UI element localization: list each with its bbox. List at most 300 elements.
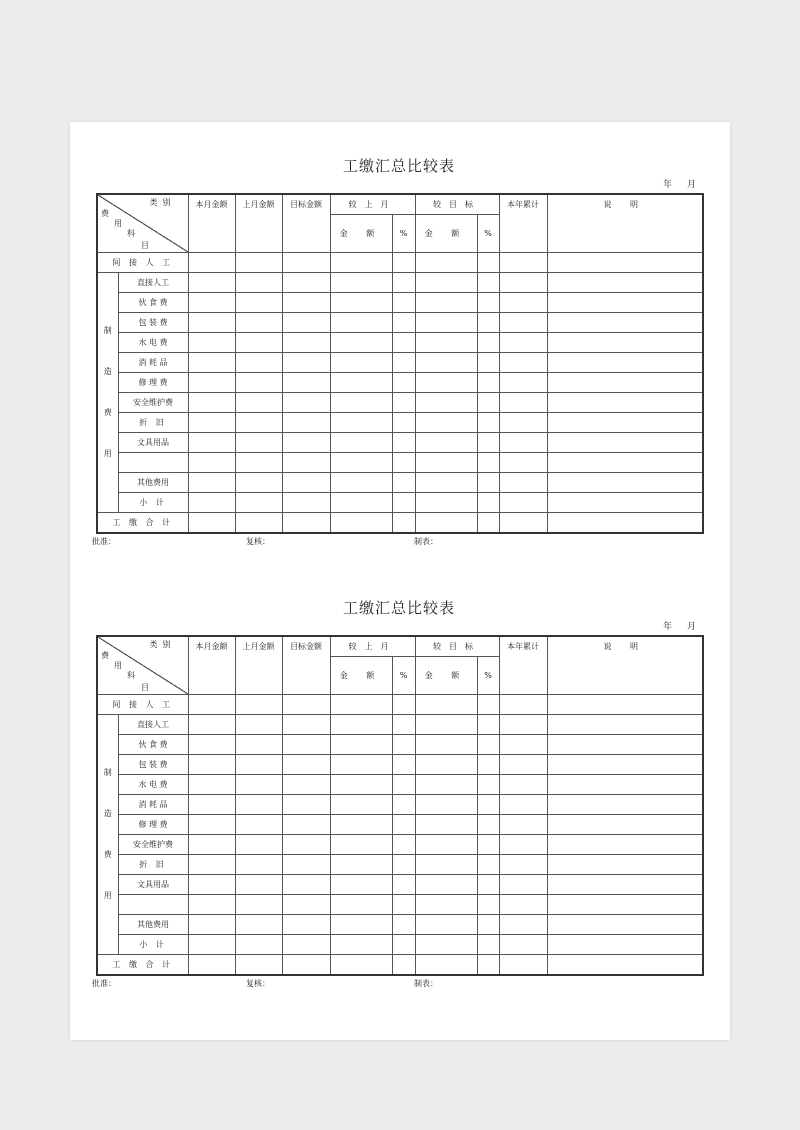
table-cell bbox=[547, 493, 703, 513]
table-cell bbox=[499, 715, 547, 735]
table-row bbox=[97, 273, 703, 293]
table-cell bbox=[188, 493, 235, 513]
comparison-table bbox=[96, 193, 704, 534]
table-row bbox=[97, 493, 703, 513]
table-cell bbox=[330, 253, 392, 273]
subheader-percent: % bbox=[477, 215, 499, 253]
table-cell bbox=[392, 815, 415, 835]
table-cell bbox=[235, 273, 282, 293]
table-cell bbox=[415, 373, 477, 393]
header-target: 目标金额 bbox=[282, 194, 330, 253]
table-cell bbox=[188, 735, 235, 755]
table-cell bbox=[235, 373, 282, 393]
table-cell bbox=[499, 895, 547, 915]
table-cell bbox=[499, 253, 547, 273]
table-cell bbox=[330, 313, 392, 333]
review-label: 复核： bbox=[246, 979, 270, 988]
subheader-amount: 金 额 bbox=[415, 657, 477, 695]
table-cell bbox=[282, 875, 330, 895]
table-cell bbox=[392, 413, 415, 433]
table-cell bbox=[415, 915, 477, 935]
subheader-percent: % bbox=[477, 657, 499, 695]
table-cell bbox=[547, 293, 703, 313]
table-cell bbox=[415, 313, 477, 333]
table-cell bbox=[415, 855, 477, 875]
table-cell bbox=[235, 333, 282, 353]
row-label: 直接人工 bbox=[118, 715, 188, 735]
row-label: 文具用品 bbox=[118, 875, 188, 895]
table-cell bbox=[547, 393, 703, 413]
row-label: 折 旧 bbox=[118, 413, 188, 433]
table-cell bbox=[415, 393, 477, 413]
table-cell bbox=[477, 855, 499, 875]
table-cell bbox=[392, 955, 415, 976]
subheader-percent: % bbox=[392, 215, 415, 253]
table-cell bbox=[282, 775, 330, 795]
table-cell bbox=[547, 955, 703, 976]
table-cell bbox=[477, 273, 499, 293]
row-label: 包 装 费 bbox=[118, 313, 188, 333]
table-cell bbox=[188, 253, 235, 273]
row-label-blank bbox=[118, 895, 188, 915]
header-this-month: 本月金额 bbox=[188, 636, 235, 695]
table-cell bbox=[392, 855, 415, 875]
table-cell bbox=[282, 835, 330, 855]
row-label: 包 装 费 bbox=[118, 755, 188, 775]
table-cell bbox=[392, 915, 415, 935]
table-cell bbox=[330, 915, 392, 935]
table-cell bbox=[477, 333, 499, 353]
table-cell bbox=[235, 313, 282, 333]
table-cell bbox=[330, 393, 392, 413]
table-cell bbox=[235, 433, 282, 453]
table-cell bbox=[330, 715, 392, 735]
table-cell bbox=[392, 935, 415, 955]
table-cell bbox=[392, 715, 415, 735]
table-cell bbox=[235, 895, 282, 915]
table-cell bbox=[282, 493, 330, 513]
table-cell bbox=[330, 333, 392, 353]
table-cell bbox=[547, 815, 703, 835]
table-cell bbox=[235, 815, 282, 835]
row-label-indirect-labor: 间 接 人 工 bbox=[97, 695, 188, 715]
table-cell bbox=[282, 815, 330, 835]
table-cell bbox=[282, 473, 330, 493]
table-cell bbox=[188, 715, 235, 735]
table-cell bbox=[547, 273, 703, 293]
table-cell bbox=[499, 795, 547, 815]
table-cell bbox=[235, 253, 282, 273]
table-cell bbox=[547, 473, 703, 493]
row-label: 文具用品 bbox=[118, 433, 188, 453]
table-cell bbox=[477, 915, 499, 935]
table-cell bbox=[392, 835, 415, 855]
table-cell bbox=[499, 935, 547, 955]
header-ytd: 本年累计 bbox=[499, 194, 547, 253]
table-cell bbox=[282, 935, 330, 955]
subheader-amount: 金 额 bbox=[330, 215, 392, 253]
header-ytd: 本年累计 bbox=[499, 636, 547, 695]
item-char: 用 bbox=[114, 661, 122, 670]
row-label: 其他费用 bbox=[118, 473, 188, 493]
header-notes: 说 明 bbox=[547, 636, 703, 695]
table-cell bbox=[188, 895, 235, 915]
table-cell bbox=[282, 915, 330, 935]
table-cell bbox=[330, 373, 392, 393]
header-vs-target: 较目标 bbox=[415, 194, 499, 215]
summary-form-2 bbox=[92, 597, 702, 992]
table-row bbox=[97, 915, 703, 935]
table-cell bbox=[547, 373, 703, 393]
table-cell bbox=[235, 715, 282, 735]
table-cell bbox=[188, 815, 235, 835]
table-cell bbox=[477, 453, 499, 473]
table-cell bbox=[499, 293, 547, 313]
table-cell bbox=[235, 855, 282, 875]
table-cell bbox=[392, 735, 415, 755]
table-cell bbox=[282, 895, 330, 915]
table-cell bbox=[392, 353, 415, 373]
table-cell bbox=[477, 775, 499, 795]
document-page bbox=[70, 122, 730, 1040]
row-label: 其他费用 bbox=[118, 915, 188, 935]
group-label-manufacturing bbox=[97, 273, 118, 513]
group-label-char: 造 bbox=[103, 809, 112, 818]
table-cell bbox=[499, 273, 547, 293]
table-cell bbox=[188, 513, 235, 534]
table-cell bbox=[188, 293, 235, 313]
table-cell bbox=[415, 875, 477, 895]
table-cell bbox=[282, 735, 330, 755]
table-cell bbox=[392, 433, 415, 453]
table-cell bbox=[547, 755, 703, 775]
table-cell bbox=[477, 735, 499, 755]
table-row bbox=[97, 413, 703, 433]
table-cell bbox=[499, 513, 547, 534]
table-cell bbox=[235, 735, 282, 755]
table-cell bbox=[415, 453, 477, 473]
table-cell bbox=[330, 695, 392, 715]
table-cell bbox=[499, 453, 547, 473]
header-last-month: 上月金额 bbox=[235, 636, 282, 695]
table-cell bbox=[282, 513, 330, 534]
item-char: 科 bbox=[127, 229, 135, 238]
table-cell bbox=[477, 373, 499, 393]
table-row bbox=[97, 333, 703, 353]
table-cell bbox=[188, 695, 235, 715]
table-cell bbox=[477, 955, 499, 976]
table-row bbox=[97, 433, 703, 453]
table-cell bbox=[547, 915, 703, 935]
table-cell bbox=[415, 755, 477, 775]
table-cell bbox=[330, 413, 392, 433]
table-cell bbox=[330, 493, 392, 513]
table-cell bbox=[188, 915, 235, 935]
table-cell bbox=[282, 715, 330, 735]
table-cell bbox=[477, 715, 499, 735]
table-cell bbox=[499, 815, 547, 835]
row-label-total: 工 缴 合 计 bbox=[97, 513, 188, 534]
table-cell bbox=[282, 273, 330, 293]
item-char: 费 bbox=[101, 209, 109, 218]
table-cell bbox=[415, 795, 477, 815]
signature-line bbox=[92, 976, 702, 992]
table-cell bbox=[282, 253, 330, 273]
table-cell bbox=[547, 413, 703, 433]
table-cell bbox=[188, 755, 235, 775]
row-label-subtotal: 小 计 bbox=[118, 493, 188, 513]
table-cell bbox=[392, 273, 415, 293]
table-cell bbox=[477, 895, 499, 915]
corner-header-cell bbox=[97, 636, 188, 695]
group-label-char: 用 bbox=[103, 449, 112, 458]
row-label: 伙 食 费 bbox=[118, 293, 188, 313]
table-cell bbox=[415, 935, 477, 955]
table-cell bbox=[499, 433, 547, 453]
table-cell bbox=[477, 413, 499, 433]
table-cell bbox=[188, 453, 235, 473]
row-label: 伙 食 费 bbox=[118, 735, 188, 755]
table-cell bbox=[499, 875, 547, 895]
table-cell bbox=[415, 413, 477, 433]
table-cell bbox=[392, 513, 415, 534]
table-cell bbox=[547, 775, 703, 795]
table-row bbox=[97, 895, 703, 915]
header-vs-target: 较目标 bbox=[415, 636, 499, 657]
header-vs-last-month: 较上月 bbox=[330, 636, 415, 657]
table-cell bbox=[282, 755, 330, 775]
table-cell bbox=[330, 875, 392, 895]
table-cell bbox=[392, 373, 415, 393]
table-cell bbox=[547, 855, 703, 875]
table-cell bbox=[392, 875, 415, 895]
table-cell bbox=[547, 333, 703, 353]
table-cell bbox=[330, 453, 392, 473]
table-cell bbox=[188, 413, 235, 433]
table-cell bbox=[547, 353, 703, 373]
row-label-subtotal: 小 计 bbox=[118, 935, 188, 955]
table-cell bbox=[235, 955, 282, 976]
table-cell bbox=[330, 513, 392, 534]
item-char: 用 bbox=[114, 219, 122, 228]
table-cell bbox=[188, 273, 235, 293]
table-cell bbox=[188, 313, 235, 333]
header-this-month: 本月金额 bbox=[188, 194, 235, 253]
table-cell bbox=[477, 253, 499, 273]
table-cell bbox=[235, 875, 282, 895]
subheader-amount: 金 额 bbox=[415, 215, 477, 253]
date-label: 年 月 bbox=[663, 622, 696, 632]
table-cell bbox=[415, 815, 477, 835]
table-cell bbox=[499, 373, 547, 393]
table-cell bbox=[477, 353, 499, 373]
table-cell bbox=[235, 695, 282, 715]
table-cell bbox=[415, 775, 477, 795]
table-cell bbox=[392, 493, 415, 513]
approve-label: 批准： bbox=[92, 537, 116, 546]
table-cell bbox=[415, 735, 477, 755]
summary-form-1 bbox=[92, 155, 702, 550]
table-row bbox=[97, 473, 703, 493]
table-cell bbox=[477, 293, 499, 313]
table-cell bbox=[477, 835, 499, 855]
table-cell bbox=[235, 453, 282, 473]
table-cell bbox=[282, 373, 330, 393]
table-cell bbox=[330, 735, 392, 755]
table-cell bbox=[415, 353, 477, 373]
table-cell bbox=[282, 413, 330, 433]
row-label-total: 工 缴 合 计 bbox=[97, 955, 188, 976]
table-cell bbox=[477, 313, 499, 333]
row-label-indirect-labor: 间 接 人 工 bbox=[97, 253, 188, 273]
item-char: 目 bbox=[141, 683, 149, 692]
table-cell bbox=[477, 935, 499, 955]
table-cell bbox=[547, 313, 703, 333]
table-row bbox=[97, 835, 703, 855]
table-cell bbox=[499, 393, 547, 413]
approve-label: 批准： bbox=[92, 979, 116, 988]
table-cell bbox=[188, 855, 235, 875]
table-cell bbox=[392, 895, 415, 915]
table-cell bbox=[392, 253, 415, 273]
table-cell bbox=[499, 353, 547, 373]
table-cell bbox=[477, 393, 499, 413]
table-row bbox=[97, 955, 703, 976]
header-vs-last-month: 较上月 bbox=[330, 194, 415, 215]
table-cell bbox=[282, 695, 330, 715]
table-cell bbox=[330, 775, 392, 795]
table-cell bbox=[547, 695, 703, 715]
table-row bbox=[97, 735, 703, 755]
table-cell bbox=[235, 915, 282, 935]
table-cell bbox=[547, 875, 703, 895]
table-cell bbox=[282, 293, 330, 313]
table-cell bbox=[330, 895, 392, 915]
table-row bbox=[97, 353, 703, 373]
table-cell bbox=[392, 333, 415, 353]
table-cell bbox=[282, 955, 330, 976]
table-cell bbox=[499, 955, 547, 976]
table-cell bbox=[188, 373, 235, 393]
table-cell bbox=[330, 353, 392, 373]
table-row bbox=[97, 775, 703, 795]
group-label-char: 用 bbox=[103, 891, 112, 900]
table-cell bbox=[235, 353, 282, 373]
table-row bbox=[97, 373, 703, 393]
table-cell bbox=[547, 513, 703, 534]
table-row bbox=[97, 795, 703, 815]
category-label: 类别 bbox=[149, 640, 176, 649]
row-label: 直接人工 bbox=[118, 273, 188, 293]
table-cell bbox=[235, 473, 282, 493]
table-cell bbox=[415, 955, 477, 976]
table-cell bbox=[415, 493, 477, 513]
table-row bbox=[97, 513, 703, 534]
table-cell bbox=[547, 253, 703, 273]
table-cell bbox=[499, 835, 547, 855]
table-cell bbox=[392, 473, 415, 493]
table-cell bbox=[392, 313, 415, 333]
table-cell bbox=[235, 513, 282, 534]
table-cell bbox=[499, 735, 547, 755]
table-cell bbox=[188, 955, 235, 976]
review-label: 复核： bbox=[246, 537, 270, 546]
row-label-blank bbox=[118, 453, 188, 473]
table-cell bbox=[499, 915, 547, 935]
table-cell bbox=[477, 493, 499, 513]
table-cell bbox=[282, 313, 330, 333]
table-cell bbox=[188, 835, 235, 855]
table-row bbox=[97, 935, 703, 955]
prepare-label: 制表： bbox=[414, 979, 438, 988]
table-cell bbox=[547, 895, 703, 915]
table-cell bbox=[330, 815, 392, 835]
table-cell bbox=[235, 393, 282, 413]
table-row bbox=[97, 875, 703, 895]
table-cell bbox=[415, 333, 477, 353]
table-cell bbox=[547, 835, 703, 855]
table-cell bbox=[415, 273, 477, 293]
table-cell bbox=[392, 775, 415, 795]
table-cell bbox=[330, 955, 392, 976]
table-cell bbox=[415, 715, 477, 735]
table-cell bbox=[499, 473, 547, 493]
table-cell bbox=[235, 935, 282, 955]
table-cell bbox=[547, 453, 703, 473]
group-label-manufacturing bbox=[97, 715, 118, 955]
table-cell bbox=[477, 433, 499, 453]
table-cell bbox=[477, 815, 499, 835]
table-cell bbox=[330, 293, 392, 313]
table-cell bbox=[547, 433, 703, 453]
table-cell bbox=[499, 695, 547, 715]
prepare-label: 制表： bbox=[414, 537, 438, 546]
date-label: 年 月 bbox=[663, 180, 696, 190]
row-label: 安全维护费 bbox=[118, 835, 188, 855]
header-notes: 说 明 bbox=[547, 194, 703, 253]
table-cell bbox=[547, 735, 703, 755]
table-cell bbox=[282, 795, 330, 815]
header-row bbox=[97, 636, 703, 657]
table-cell bbox=[235, 795, 282, 815]
table-cell bbox=[415, 433, 477, 453]
table-cell bbox=[415, 695, 477, 715]
table-cell bbox=[188, 353, 235, 373]
table-cell bbox=[499, 855, 547, 875]
table-cell bbox=[330, 935, 392, 955]
row-label: 水 电 费 bbox=[118, 333, 188, 353]
table-cell bbox=[477, 795, 499, 815]
category-label: 类别 bbox=[149, 198, 176, 207]
table-row bbox=[97, 815, 703, 835]
table-row bbox=[97, 313, 703, 333]
table-cell bbox=[477, 513, 499, 534]
table-cell bbox=[415, 473, 477, 493]
table-cell bbox=[547, 715, 703, 735]
row-label: 消 耗 品 bbox=[118, 795, 188, 815]
table-cell bbox=[415, 253, 477, 273]
table-cell bbox=[499, 775, 547, 795]
group-label-char: 费 bbox=[103, 850, 112, 859]
group-label-char: 费 bbox=[103, 408, 112, 417]
row-label: 修 理 费 bbox=[118, 373, 188, 393]
table-cell bbox=[392, 795, 415, 815]
table-cell bbox=[235, 413, 282, 433]
table-cell bbox=[330, 433, 392, 453]
table-cell bbox=[330, 855, 392, 875]
table-cell bbox=[477, 695, 499, 715]
table-cell bbox=[499, 493, 547, 513]
